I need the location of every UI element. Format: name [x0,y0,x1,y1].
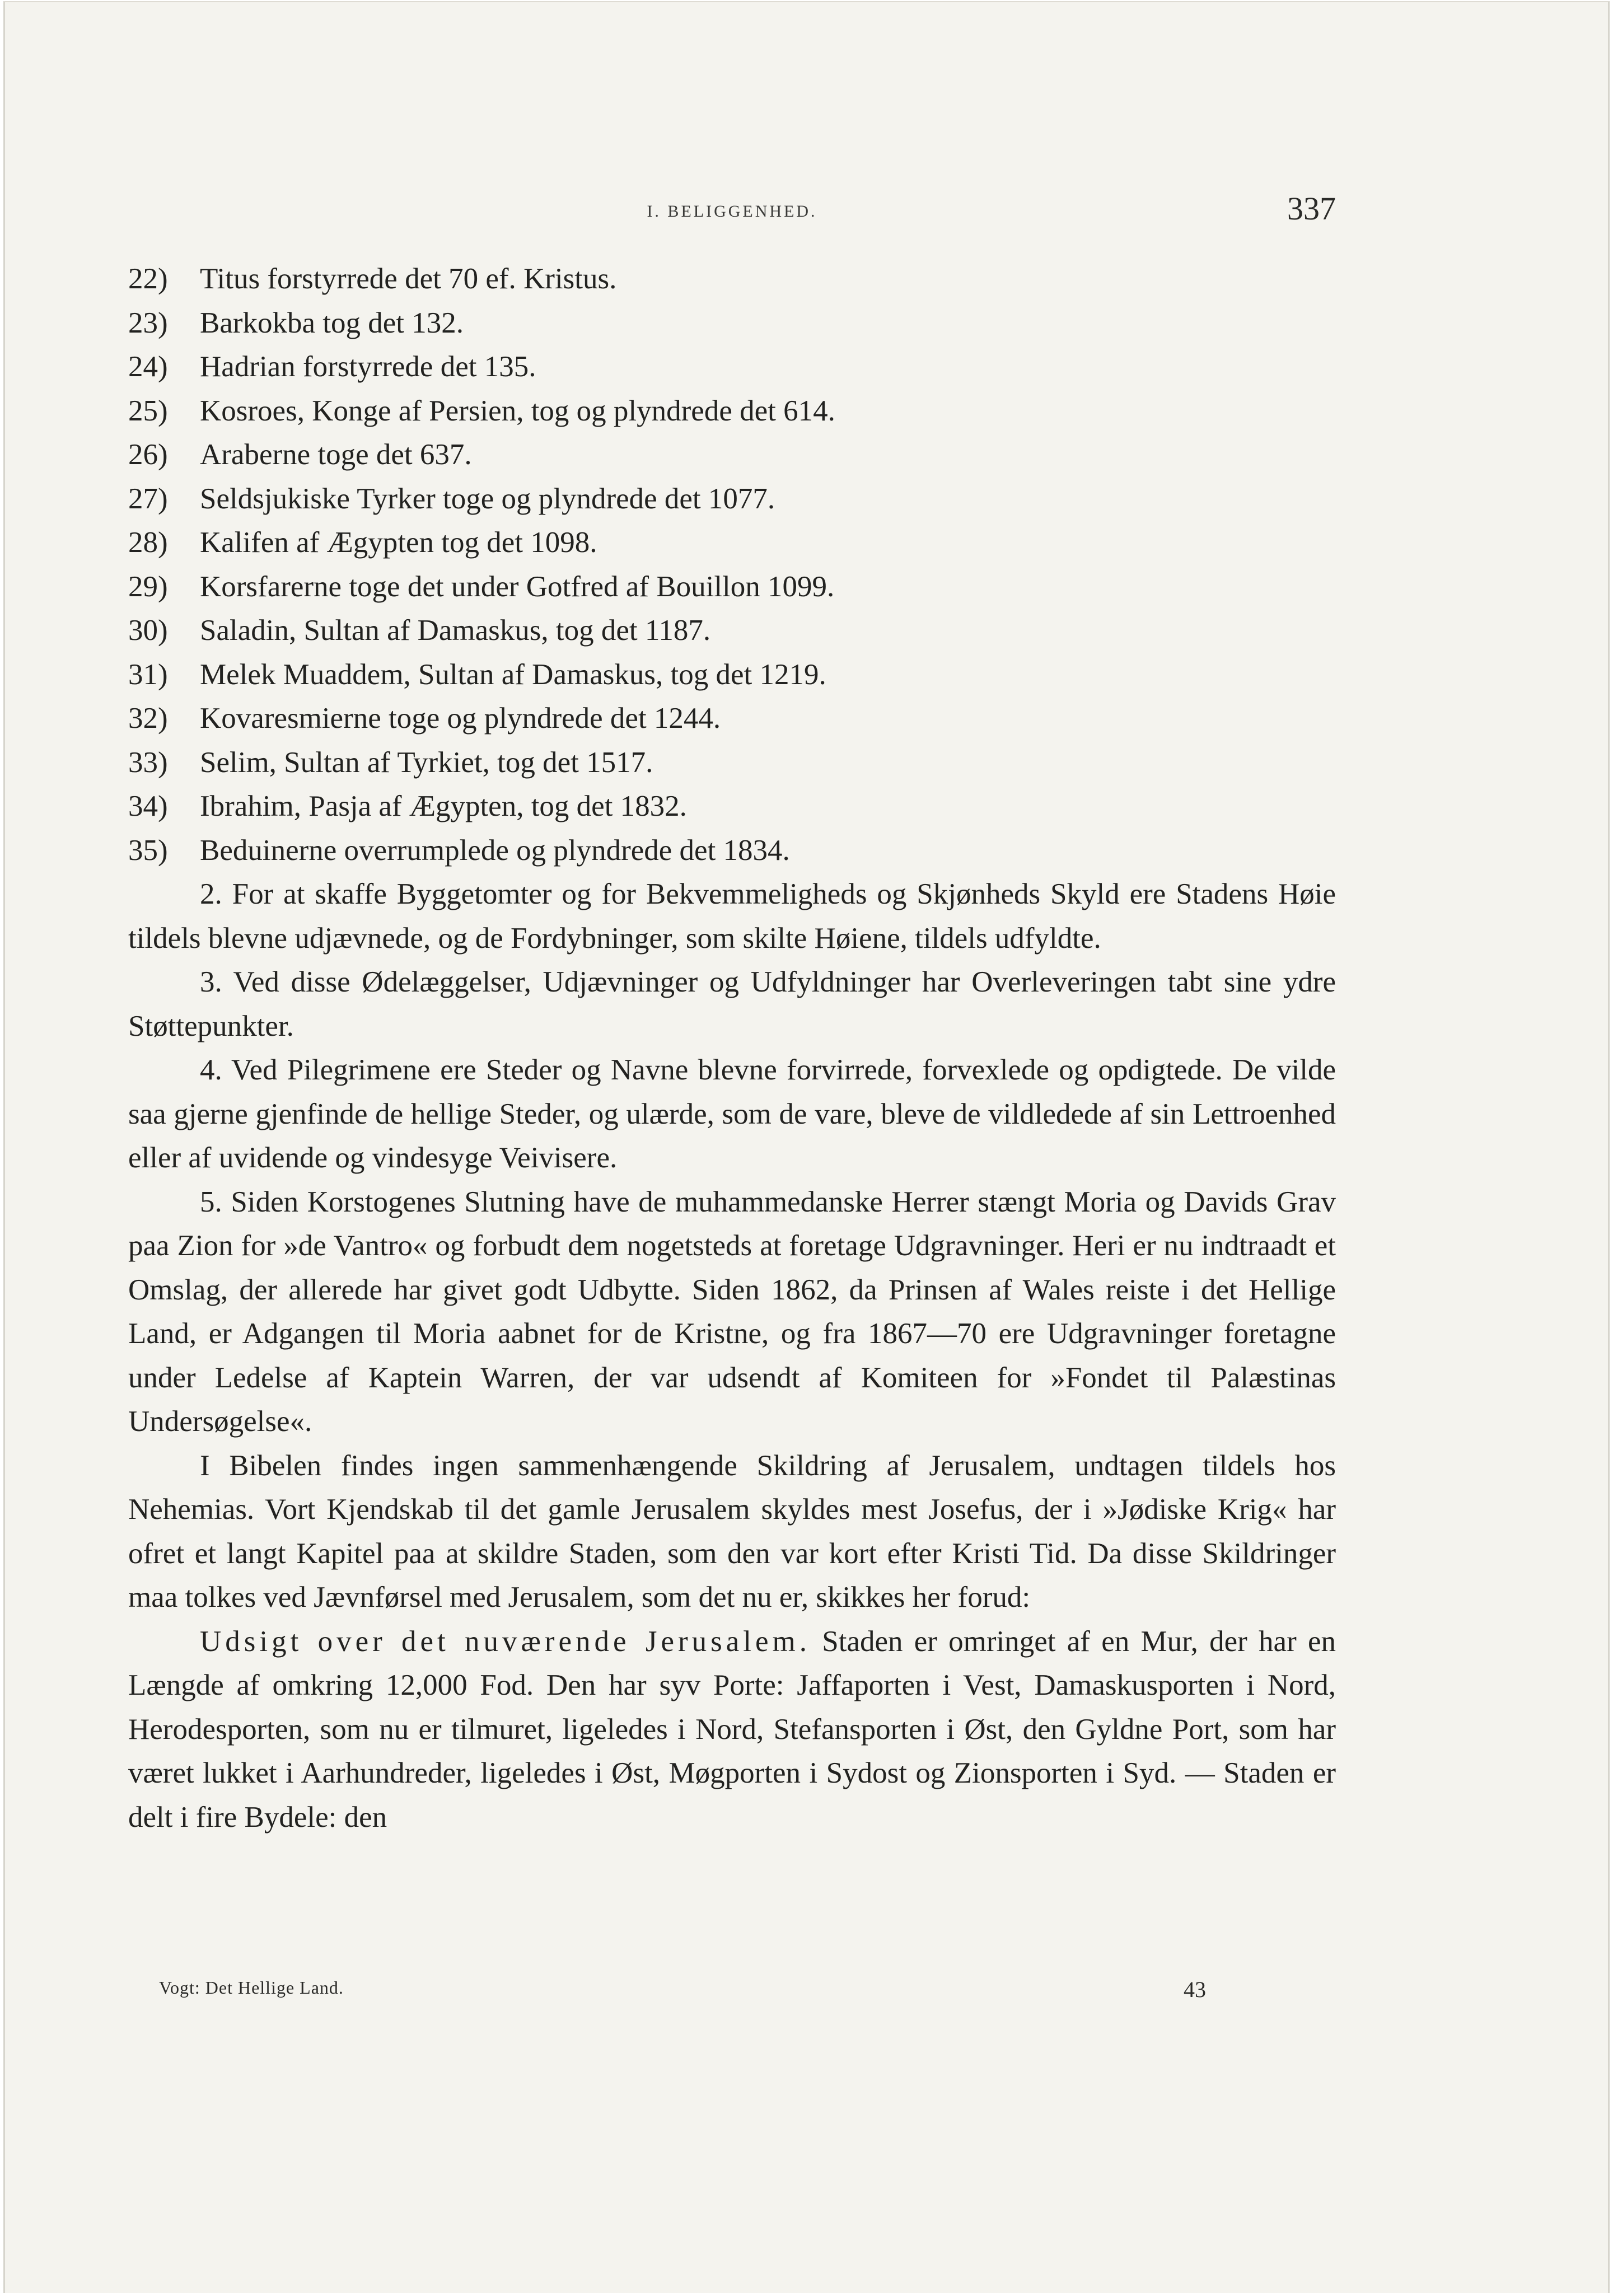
list-text: Beduinerne overrumplede og plyndrede det 1834. [200,834,790,867]
list-number: 31) [128,658,168,691]
footer-signature: Vogt: Det Hellige Land. [159,1977,344,1998]
paragraph-4: 4. Ved Pilegrimene ere Steder og Navne blevne forvirrede, forvexlede og opdigtede. De vilde saa gjerne gjenfinde de hellige Steder, og ulærde, som de vare, bleve de vildledede af sin Lettroenhed eller af uvidende og vindesyge Veivisere. [128,1054,1336,1174]
list-item [128,609,1336,653]
paragraph-2: 2. For at skaffe Byggetomter og for Bekvemmeligheds og Skjønheds Skyld ere Stadens Høie tildels blevne udjævnede, og de Fordybninger, som skilte Høiene, tildels udfyldte. [128,878,1336,955]
list-text: Seldsjukiske Tyrker toge og plyndrede det 1077. [200,482,775,515]
list-text: Titus forstyrrede det 70 ef. Kristus. [200,263,617,295]
list-item [128,741,1336,785]
paragraph-bibelen: I Bibelen findes ingen sammenhængende Skildring af Jerusalem, undtagen tildels hos Nehemias. Vort Kjendskab til det gamle Jerusalem skyldes mest Josefus, der i »Jødiske Krig« har ofret et langt Kapitel paa at skildre Staden, som den var kort efter Kristi Tid. Da disse Skildringer maa tolkes ved Jævnførsel med Jerusalem, som det nu er, skikkes her forud: [128,1449,1336,1614]
list-number: 30) [128,614,168,647]
list-text: Kosroes, Konge af Persien, tog og plyndrede det 614. [200,394,835,427]
list-number: 35) [128,834,168,867]
list-item [128,696,1336,741]
list-item [128,653,1336,697]
list-text: Hadrian forstyrrede det 135. [200,350,536,383]
list-number: 29) [128,570,168,603]
list-number: 22) [128,263,168,295]
list-number: 28) [128,526,168,559]
paragraph-udsigt [128,1620,1336,1840]
page-header [128,190,1336,235]
list-item [128,477,1336,521]
list-item [128,257,1336,301]
list-text: Araberne toge det 637. [200,438,472,471]
list-text: Korsfarerne toge det under Gotfred af Bouillon 1099. [200,570,835,603]
list-item [128,345,1336,389]
list-item [128,301,1336,345]
numbered-list [128,257,1336,872]
list-item [128,389,1336,433]
list-item [128,829,1336,873]
list-text: Kovaresmierne toge og plyndrede det 1244. [200,702,721,735]
list-item [128,565,1336,609]
list-text: Saladin, Sultan af Damaskus, tog det 1187. [200,614,711,647]
list-item [128,784,1336,829]
footer-sheet-number: 43 [1184,1977,1206,2002]
list-text: Selim, Sultan af Tyrkiet, tog det 1517. [200,746,653,779]
list-number: 24) [128,350,168,383]
list-item [128,521,1336,565]
list-text: Barkokba tog det 132. [200,306,464,339]
list-number: 26) [128,438,168,471]
list-number: 23) [128,306,168,339]
running-title: I. BELIGGENHED. [647,202,817,221]
page-footer [159,1973,1206,2007]
list-number: 27) [128,482,168,515]
list-item [128,433,1336,477]
list-number: 33) [128,746,168,779]
list-number: 32) [128,702,168,735]
page-number: 337 [1287,190,1336,227]
paragraph-3: 3. Ved disse Ødelæggelser, Udjævninger og Udfyldninger har Overleveringen tabt sine ydre Støttepunkter. [128,966,1336,1042]
paragraph-udsigt-text: Staden er omringet af en Mur, der har en Længde af omkring 12,000 Fod. Den har syv Porte: Jaffaporten i Vest, Damaskusporten i Nord, Herodesporten, som nu er tilmuret, ligeledes i Nord, Stefansporten i Øst, den Gyldne Port, som har været lukket i Aarhundreder, ligeledes i Øst, Møgporten i Sydost og Zionsporten i Syd. — Staden er delt i fire Bydele: den [128,1625,1336,1834]
list-text: Kalifen af Ægypten tog det 1098. [200,526,597,559]
list-number: 34) [128,790,168,822]
list-text: Melek Muaddem, Sultan af Damaskus, tog det 1219. [200,658,826,691]
list-number: 25) [128,394,168,427]
spaced-heading: Udsigt over det nuværende Jerusalem. [200,1625,811,1658]
list-text: Ibrahim, Pasja af Ægypten, tog det 1832. [200,790,687,822]
paragraph-5: 5. Siden Korstogenes Slutning have de muhammedanske Herrer stængt Moria og Davids Grav paa Zion for »de Vantro« og forbudt dem nogetsteds at foretage Udgravninger. Heri er nu indtraadt et Omslag, der allerede har givet godt Udbytte. Siden 1862, da Prinsen af Wales reiste i det Hellige Land, er Adgangen til Moria aabnet for de Kristne, og fra 1867—70 ere Udgravninger foretagne under Ledelse af Kaptein Warren, der var udsendt af Komiteen for »Fondet til Palæstinas Undersøgelse«. [128,1185,1336,1438]
page-body [128,257,1336,1839]
page-sheet [3,1,1610,2293]
